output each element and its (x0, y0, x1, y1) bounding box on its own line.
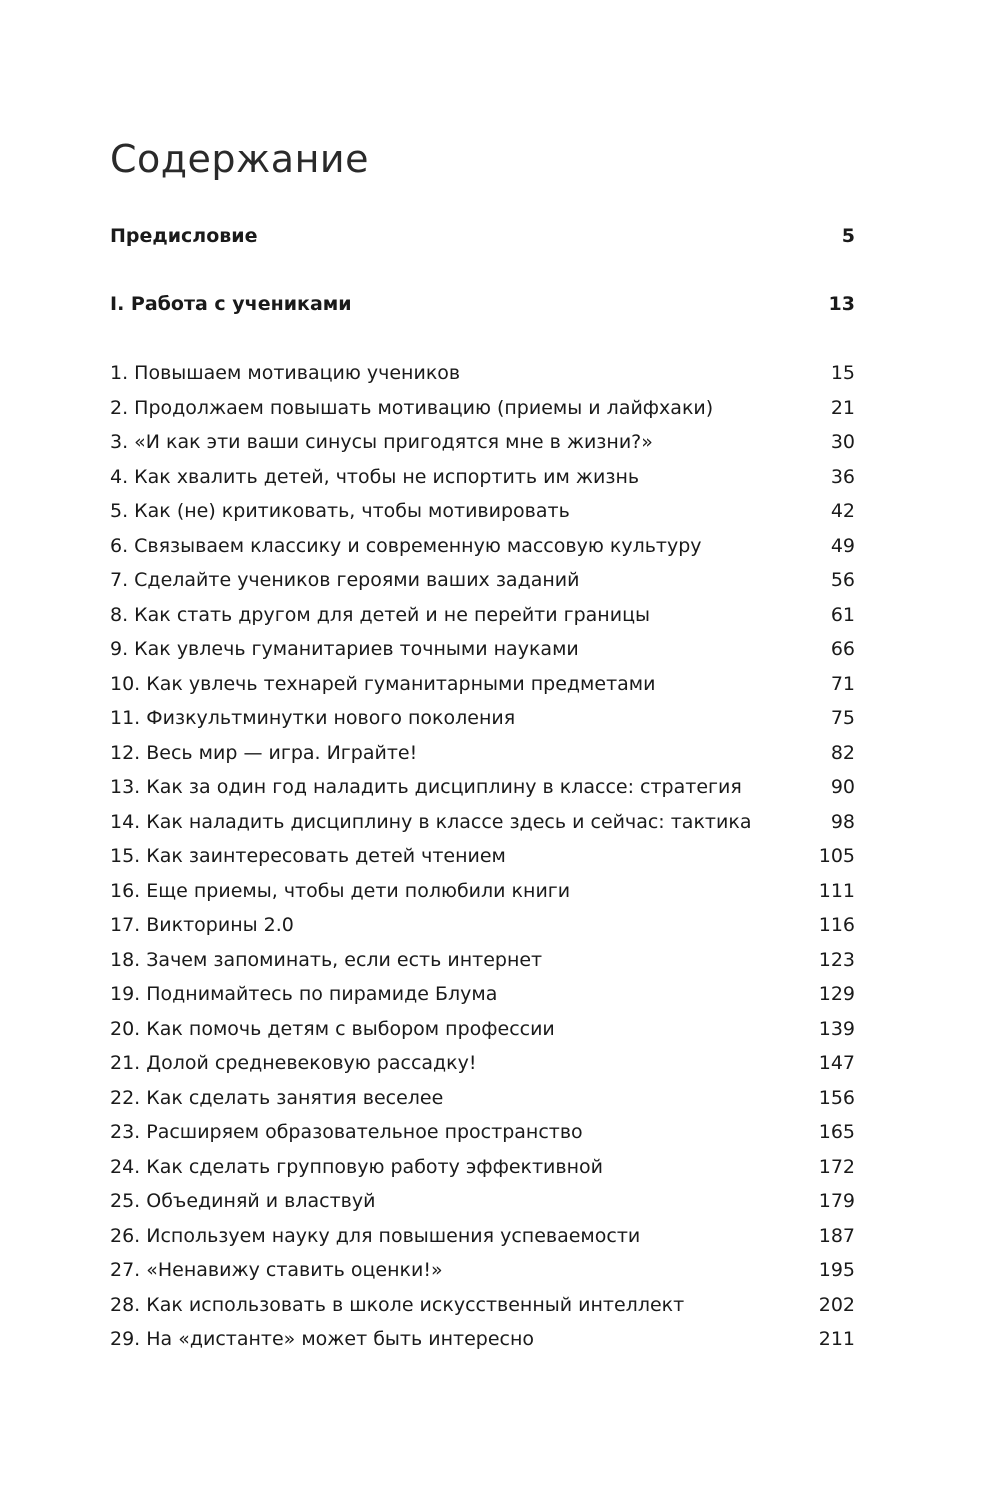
toc-entry-label: 4. Как хвалить детей, чтобы не испортить им жизнь (110, 465, 640, 488)
toc-entry-page: 147 (818, 1052, 855, 1074)
toc-entry-page: 21 (830, 396, 855, 419)
toc-entry-page: 202 (818, 1293, 855, 1316)
toc-entry-label: 19. Поднимайтесь по пирамиде Блума (110, 983, 498, 1005)
toc-entry (110, 1121, 855, 1156)
toc-preface-row (110, 225, 855, 247)
toc-preface-page: 5 (841, 225, 855, 247)
toc-entry-label: 9. Как увлечь гуманитариев точными науками (110, 638, 579, 660)
toc-entry-label: 14. Как наладить дисциплину в классе здесь и сейчас: тактика (110, 810, 752, 833)
toc-preface-label: Предисловие (110, 225, 258, 247)
toc-entry-page: 165 (818, 1121, 855, 1143)
toc-entry-page: 111 (818, 879, 855, 902)
toc-entry-label: 10. Как увлечь технарей гуманитарными предметами (110, 672, 656, 695)
toc-entry (110, 1225, 855, 1260)
toc-entry-page: 211 (818, 1328, 855, 1350)
toc-entry-label: 28. Как использовать в школе искусственный интеллект (110, 1293, 685, 1316)
toc-entry (110, 880, 855, 915)
toc-entry-page: 15 (830, 362, 855, 384)
toc-entry (110, 638, 855, 673)
toc-entry (110, 776, 855, 811)
toc-entry-label: 15. Как заинтересовать детей чтением (110, 845, 506, 867)
toc-entry-label: 7. Сделайте учеников героями ваших заданий (110, 569, 580, 591)
toc-entry (110, 1156, 855, 1191)
toc-entry-page: 75 (830, 707, 855, 729)
toc-entry-label: 3. «И как эти ваши синусы пригодятся мне в жизни?» (110, 431, 653, 453)
toc-entry-label: 25. Объединяй и властвуй (110, 1190, 376, 1212)
toc-entry (110, 1018, 855, 1053)
toc-entry-label: 20. Как помочь детям с выбором профессии (110, 1017, 555, 1040)
page-title: Содержание (110, 137, 369, 181)
toc-entry (110, 466, 855, 501)
toc-entry-label: 1. Повышаем мотивацию учеников (110, 362, 461, 384)
toc-entry-label: 8. Как стать другом для детей и не перейти границы (110, 603, 651, 626)
toc-entry-page: 187 (818, 1224, 855, 1247)
toc-entry-page: 116 (818, 914, 855, 936)
toc-entry-page: 36 (830, 465, 855, 488)
toc-entry (110, 983, 855, 1018)
toc-entry-label: 22. Как сделать занятия веселее (110, 1086, 444, 1109)
toc-part-one-label: I. Работа с учениками (110, 293, 352, 315)
toc-entry-page: 129 (818, 983, 855, 1005)
toc-entry-label: 17. Викторины 2.0 (110, 914, 294, 936)
toc-entry (110, 1052, 855, 1087)
toc-entry (110, 914, 855, 949)
toc-entry (110, 707, 855, 742)
toc-entry (110, 362, 855, 397)
toc-entry-label: 13. Как за один год наладить дисциплину в классе: стратегия (110, 776, 742, 798)
toc-entry-label: 11. Физкультминутки нового поколения (110, 707, 516, 729)
toc-entry-page: 156 (818, 1086, 855, 1109)
toc-entry-label: 12. Весь мир — игра. Играйте! (110, 741, 418, 764)
toc-entry (110, 500, 855, 535)
toc-entry-page: 123 (818, 948, 855, 971)
toc-entry (110, 1190, 855, 1225)
toc-entry-label: 2. Продолжаем повышать мотивацию (приемы и лайфхаки) (110, 396, 714, 419)
toc-entry-label: 26. Используем науку для повышения успеваемости (110, 1224, 641, 1247)
toc-entry-label: 21. Долой средневековую рассадку! (110, 1052, 477, 1074)
toc-entry-page: 49 (830, 534, 855, 557)
toc-entry-label: 16. Еще приемы, чтобы дети полюбили книги (110, 879, 571, 902)
toc-entry-page: 139 (818, 1017, 855, 1040)
toc-entry-label: 6. Связываем классику и современную массовую культуру (110, 534, 702, 557)
toc-entry-label: 18. Зачем запоминать, если есть интернет (110, 948, 543, 971)
toc-entry (110, 845, 855, 880)
toc-entry-page: 82 (830, 741, 855, 764)
toc-entry (110, 1087, 855, 1122)
toc-entry (110, 949, 855, 984)
toc-entry (110, 569, 855, 604)
toc-entry-label: 23. Расширяем образовательное пространство (110, 1121, 583, 1143)
toc-entry-page: 71 (830, 672, 855, 695)
toc-entry-label: 24. Как сделать групповую работу эффективной (110, 1155, 603, 1178)
toc-entry (110, 1294, 855, 1329)
toc-entry (110, 811, 855, 846)
toc-entry-page: 195 (818, 1259, 855, 1281)
toc-part-one-page: 13 (828, 293, 855, 315)
toc-entry (110, 535, 855, 570)
toc-entry-label: 5. Как (не) критиковать, чтобы мотивировать (110, 500, 570, 522)
toc-entry (110, 431, 855, 466)
toc-entry-page: 105 (818, 845, 855, 867)
toc-entry-page: 56 (830, 569, 855, 591)
toc-entry (110, 1259, 855, 1294)
toc-entry-page: 98 (830, 810, 855, 833)
toc-entry (110, 1328, 855, 1363)
toc-entry (110, 742, 855, 777)
toc-entry-list (110, 362, 855, 1363)
toc-part-one-row (110, 293, 855, 315)
toc-entry-page: 61 (830, 603, 855, 626)
toc-entry-page: 66 (830, 638, 855, 660)
toc-entry-page: 42 (830, 500, 855, 522)
toc-entry-page: 172 (818, 1155, 855, 1178)
toc-entry-label: 27. «Ненавижу ставить оценки!» (110, 1259, 443, 1281)
toc-entry (110, 673, 855, 708)
toc-entry-label: 29. На «дистанте» может быть интересно (110, 1328, 535, 1350)
toc-entry (110, 604, 855, 639)
toc-entry (110, 397, 855, 432)
toc-entry-page: 179 (818, 1190, 855, 1212)
toc-entry-page: 90 (830, 776, 855, 798)
toc-entry-page: 30 (830, 431, 855, 453)
